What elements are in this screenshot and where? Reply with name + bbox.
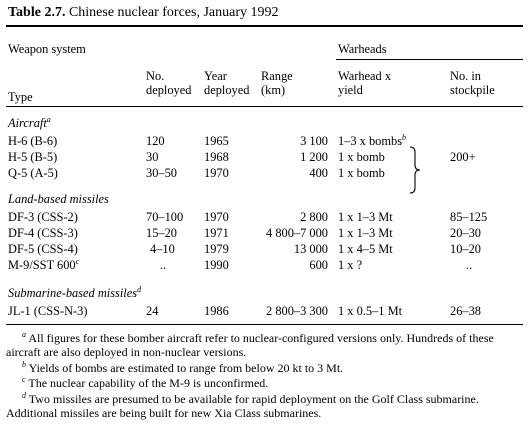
- footnote-mark-d: d: [137, 284, 142, 294]
- row-h5-type: H-5 (B-5): [8, 150, 58, 164]
- row-df5-range: 13 000: [293, 242, 328, 256]
- footnote-b: [6, 361, 523, 375]
- header-rule: [6, 106, 523, 107]
- row-h6-year: 1965: [204, 134, 229, 148]
- footnote-c-text: The nuclear capability of the M-9 is unconfirmed.: [28, 376, 269, 390]
- col-header-range-1: Range: [261, 69, 293, 83]
- footnote-c-mark: c: [22, 375, 26, 384]
- row-h6-type: H-6 (B-6): [8, 134, 58, 148]
- section-title-land: Land-based missiles: [8, 192, 109, 206]
- warheads-underline: [336, 59, 523, 60]
- row-jl1-type: JL-1 (CSS-N-3): [8, 304, 88, 318]
- row-h5-year: 1968: [204, 150, 229, 164]
- row-df4-year: 1971: [204, 226, 229, 240]
- row-h6-range: 3 100: [300, 134, 328, 148]
- col-header-warhead-1: Warhead x: [338, 69, 392, 83]
- row-df5-stockpile: 10–20: [450, 242, 481, 256]
- row-m9-deployed: ..: [160, 258, 167, 272]
- col-header-year-1: Year: [204, 69, 227, 83]
- row-h6-warhead-text: 1–3 x bombs: [338, 134, 403, 148]
- row-h6-deployed: 120: [146, 134, 165, 148]
- section-title-aircraft: [8, 116, 51, 130]
- row-df4-warhead: 1 x 1–3 Mt: [338, 226, 393, 240]
- footnote-d-text: Two missiles are presumed to be available for rapid deployment on the Golf Class submarine. Additional missiles are being built for new Xia Class submarines.: [6, 392, 479, 420]
- row-df5-deployed: 4–10: [150, 242, 175, 256]
- row-jl1-range: 2 800–3 300: [266, 304, 328, 318]
- table-caption: Chinese nuclear forces, January 1992: [68, 5, 279, 20]
- row-h5-warhead: 1 x bomb: [338, 150, 385, 164]
- footnote-a-text: All figures for these bomber aircraft refer to nuclear-configured versions only. Hundreds of these aircraft are also deployed in non-nuclear versions.: [6, 331, 494, 359]
- col-header-stockpile-2: stockpile: [450, 83, 495, 97]
- row-jl1-stockpile: 26–38: [450, 304, 481, 318]
- table-title: [8, 5, 279, 21]
- bottom-rule: [6, 324, 523, 325]
- row-h5-deployed: 30: [146, 150, 159, 164]
- row-df3-stockpile: 85–125: [450, 210, 488, 224]
- col-header-type: Type: [8, 90, 33, 104]
- row-df4-deployed: 15–20: [146, 226, 177, 240]
- row-m9-type: [8, 258, 79, 272]
- row-jl1-warhead: 1 x 0.5–1 Mt: [338, 304, 403, 318]
- col-header-stockpile-1: No. in: [450, 69, 481, 83]
- col-header-warhead-2: yield: [338, 83, 363, 97]
- footnote-mark-a: a: [46, 114, 51, 124]
- footnote-b-text: Yields of bombs are estimated to range from below 20 kt to 3 Mt.: [28, 361, 344, 375]
- aircraft-brace: [408, 146, 422, 194]
- aircraft-stockpile: 200+: [450, 150, 476, 164]
- row-df4-type: DF-4 (CSS-3): [8, 226, 78, 240]
- row-h6-warhead: [338, 134, 406, 148]
- row-jl1-deployed: 24: [146, 304, 159, 318]
- footnote-d: [6, 392, 523, 420]
- group-header-weapon-system: Weapon system: [8, 42, 86, 56]
- row-df4-range: 4 800–7 000: [266, 226, 328, 240]
- footnote-a-mark: a: [22, 330, 26, 339]
- row-m9-stockpile: ..: [466, 258, 473, 272]
- row-q5-deployed: 30–50: [146, 166, 177, 180]
- row-m9-range: 600: [309, 258, 328, 272]
- row-df5-year: 1979: [204, 242, 229, 256]
- footnote-b-mark: b: [22, 360, 26, 369]
- row-m9-type-text: M-9/SST 600: [8, 258, 76, 272]
- table-number: Table 2.7.: [8, 5, 66, 20]
- footnote-a: [6, 331, 523, 359]
- row-df3-range: 2 800: [300, 210, 328, 224]
- row-df5-type: DF-5 (CSS-4): [8, 242, 78, 256]
- col-header-range-2: (km): [261, 83, 286, 97]
- row-m9-warhead: 1 x ?: [338, 258, 363, 272]
- row-h5-range: 1 200: [300, 150, 328, 164]
- col-header-deployed-2: deployed: [146, 83, 192, 97]
- top-rule: [6, 25, 523, 27]
- group-header-warheads: Warheads: [338, 42, 387, 56]
- row-q5-type: Q-5 (A-5): [8, 166, 58, 180]
- row-df3-type: DF-3 (CSS-2): [8, 210, 78, 224]
- section-title-sub: [8, 286, 141, 300]
- section-title-aircraft-text: Aircraft: [8, 116, 47, 130]
- col-header-deployed-1: No.: [146, 69, 165, 83]
- row-q5-range: 400: [309, 166, 328, 180]
- row-df3-year: 1970: [204, 210, 229, 224]
- footnote-c: [6, 376, 523, 390]
- footnote-mark-c: c: [75, 256, 80, 266]
- row-q5-year: 1970: [204, 166, 229, 180]
- col-header-year-2: deployed: [204, 83, 250, 97]
- row-df3-warhead: 1 x 1–3 Mt: [338, 210, 393, 224]
- footnote-d-mark: d: [22, 391, 26, 400]
- row-df4-stockpile: 20–30: [450, 226, 481, 240]
- row-df3-deployed: 70–100: [146, 210, 184, 224]
- section-title-sub-text: Submarine-based missiles: [8, 286, 138, 300]
- row-df5-warhead: 1 x 4–5 Mt: [338, 242, 393, 256]
- row-m9-year: 1990: [204, 258, 229, 272]
- row-q5-warhead: 1 x bomb: [338, 166, 385, 180]
- footnote-mark-b: b: [402, 132, 407, 142]
- row-jl1-year: 1986: [204, 304, 229, 318]
